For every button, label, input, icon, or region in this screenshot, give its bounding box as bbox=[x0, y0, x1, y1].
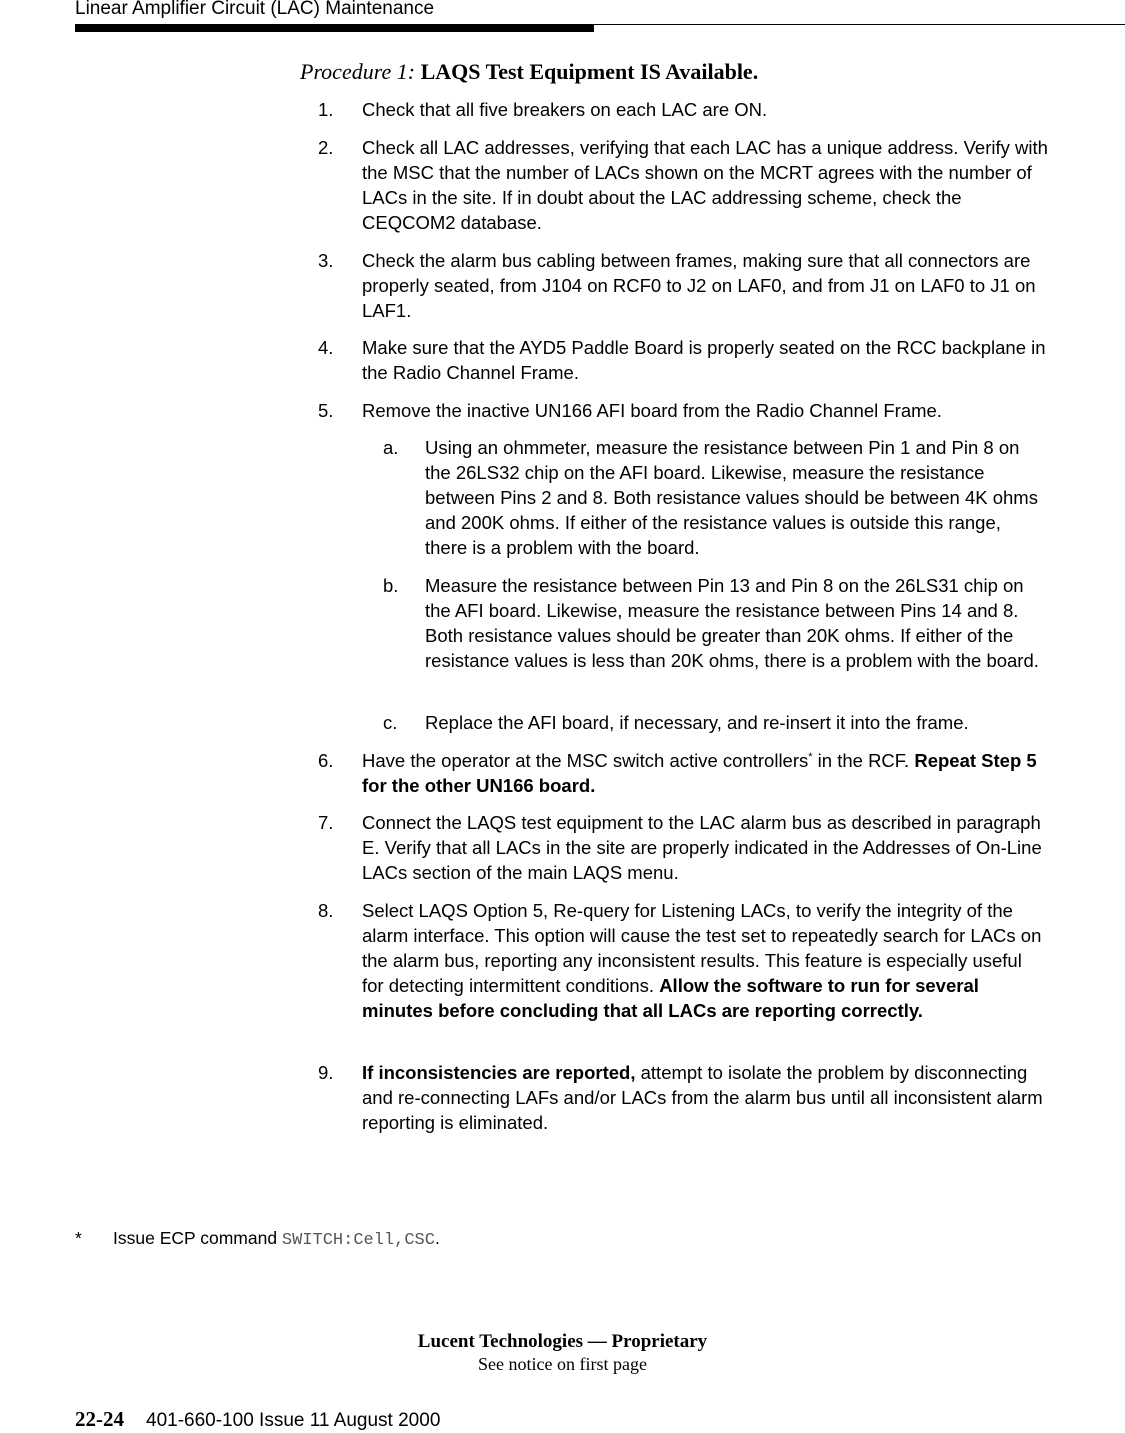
footer-notice: See notice on first page bbox=[478, 1354, 647, 1374]
step-text: Check all LAC addresses, verifying that each LAC has a unique address. Verify with the MSC that the number of LACs shown on the MCRT agrees with the number of LACs in the site. If in doubt about the LAC addressing scheme, check the CEQCOM2 database. bbox=[362, 137, 1048, 233]
footer-company: Lucent Technologies — Proprietary bbox=[417, 1331, 708, 1352]
step-number: 9. bbox=[318, 1062, 334, 1083]
step-text-part: attempt to isolate the problem by disconnecting and re-connecting LAFs and/or LACs from the alarm bus until all inconsistent alarm reporting is eliminated. bbox=[362, 1062, 1043, 1133]
step-text: Make sure that the AYD5 Paddle Board is properly seated on the RCC backplane in the Radio Channel Frame. bbox=[362, 337, 1046, 383]
step-4 bbox=[318, 335, 1048, 385]
step-text: Connect the LAQS test equipment to the LAC alarm bus as described in paragraph E. Verify that all LACs in the site are properly indicated in the Addresses of On-Line LACs section of the main LAQS menu. bbox=[362, 812, 1042, 883]
procedure-title bbox=[300, 58, 758, 86]
step-text-part: in the RCF. bbox=[812, 750, 915, 771]
step-text: Remove the inactive UN166 AFI board from the Radio Channel Frame. bbox=[362, 400, 942, 421]
step-text: Check the alarm bus cabling between frames, making sure that all connectors are properly seated, from J104 on RCF0 to J2 on LAF0, and from J1 on LAF0 to J1 on LAF1. bbox=[362, 250, 1036, 321]
substep-a bbox=[383, 435, 1048, 560]
footnote-text bbox=[113, 1226, 440, 1253]
step-text bbox=[362, 748, 1048, 798]
footnote bbox=[75, 1226, 440, 1253]
substep-letter: b. bbox=[383, 575, 399, 596]
substep-text: Using an ohmmeter, measure the resistance between Pin 1 and Pin 8 on the 26LS32 chip on the AFI board. Likewise, measure the resistance between Pins 2 and 8. Both resistance values should be between 4K ohms and 200K ohms. If either of the resistance values is outside this range, there is a problem with the board. bbox=[425, 437, 1038, 558]
step-text-part: Have the operator at the MSC switch active controllers bbox=[362, 750, 809, 771]
step-5 bbox=[318, 398, 1048, 423]
step-3 bbox=[318, 248, 1048, 323]
step-7 bbox=[318, 810, 1048, 885]
document-info: 401-660-100 Issue 11 August 2000 bbox=[146, 1410, 441, 1431]
footnote-end: . bbox=[434, 1228, 440, 1248]
footnote-command: SWITCH:Cell,CSC bbox=[281, 1231, 435, 1250]
procedure-heading: LAQS Test Equipment IS Available. bbox=[420, 59, 759, 84]
step-number: 5. bbox=[318, 400, 334, 421]
step-text bbox=[362, 1060, 1048, 1135]
step-number: 7. bbox=[318, 812, 334, 833]
step-number: 3. bbox=[318, 250, 334, 271]
footnote-mark: * bbox=[75, 1228, 82, 1248]
header-thick-rule bbox=[75, 25, 594, 32]
running-header: Linear Amplifier Circuit (LAC) Maintenance bbox=[75, 0, 435, 19]
footnote-reference: * bbox=[808, 750, 813, 763]
step-1 bbox=[318, 97, 1048, 122]
step-emphasis: Repeat Step 5 for the other UN166 board. bbox=[362, 750, 1037, 796]
substep-letter: c. bbox=[383, 712, 398, 733]
step-number: 1. bbox=[318, 99, 334, 120]
step-text bbox=[362, 898, 1048, 1023]
step-number: 6. bbox=[318, 750, 334, 771]
step-text: Check that all five breakers on each LAC are ON. bbox=[362, 99, 768, 120]
page-number: 22-24 bbox=[75, 1407, 124, 1431]
substep-letter: a. bbox=[383, 437, 399, 458]
page-footer bbox=[75, 1407, 440, 1433]
step-number: 2. bbox=[318, 137, 334, 158]
step-6 bbox=[318, 748, 1048, 798]
step-8 bbox=[318, 898, 1048, 1023]
step-9 bbox=[318, 1060, 1048, 1135]
step-text-part: Select LAQS Option 5, Re-query for Listening LACs, to verify the integrity of the alarm interface. This option will cause the test set to repeatedly search for LACs on the alarm bus, reporting any inconsistent results. This feature is especially useful for detecting intermittent conditions. bbox=[362, 900, 1042, 996]
step-emphasis: If inconsistencies are reported, bbox=[362, 1062, 636, 1083]
step-number: 4. bbox=[318, 337, 334, 358]
step-number: 8. bbox=[318, 900, 334, 921]
substep-c bbox=[383, 710, 1048, 735]
procedure-label: Procedure 1: bbox=[300, 59, 416, 84]
step-2 bbox=[318, 135, 1048, 235]
substep-text: Measure the resistance between Pin 13 and Pin 8 on the 26LS31 chip on the AFI board. Likewise, measure the resistance between Pins 14 and 8. Both resistance values should be greater than 20K ohms. If either of the resistance values is less than 20K ohms, there is a problem with the board. bbox=[425, 575, 1039, 671]
footnote-lead: Issue ECP command bbox=[113, 1228, 282, 1248]
step-emphasis: Allow the software to run for several minutes before concluding that all LACs are reporting correctly. bbox=[362, 975, 979, 1021]
substep-text: Replace the AFI board, if necessary, and re-insert it into the frame. bbox=[425, 712, 969, 733]
substep-b bbox=[383, 573, 1048, 673]
